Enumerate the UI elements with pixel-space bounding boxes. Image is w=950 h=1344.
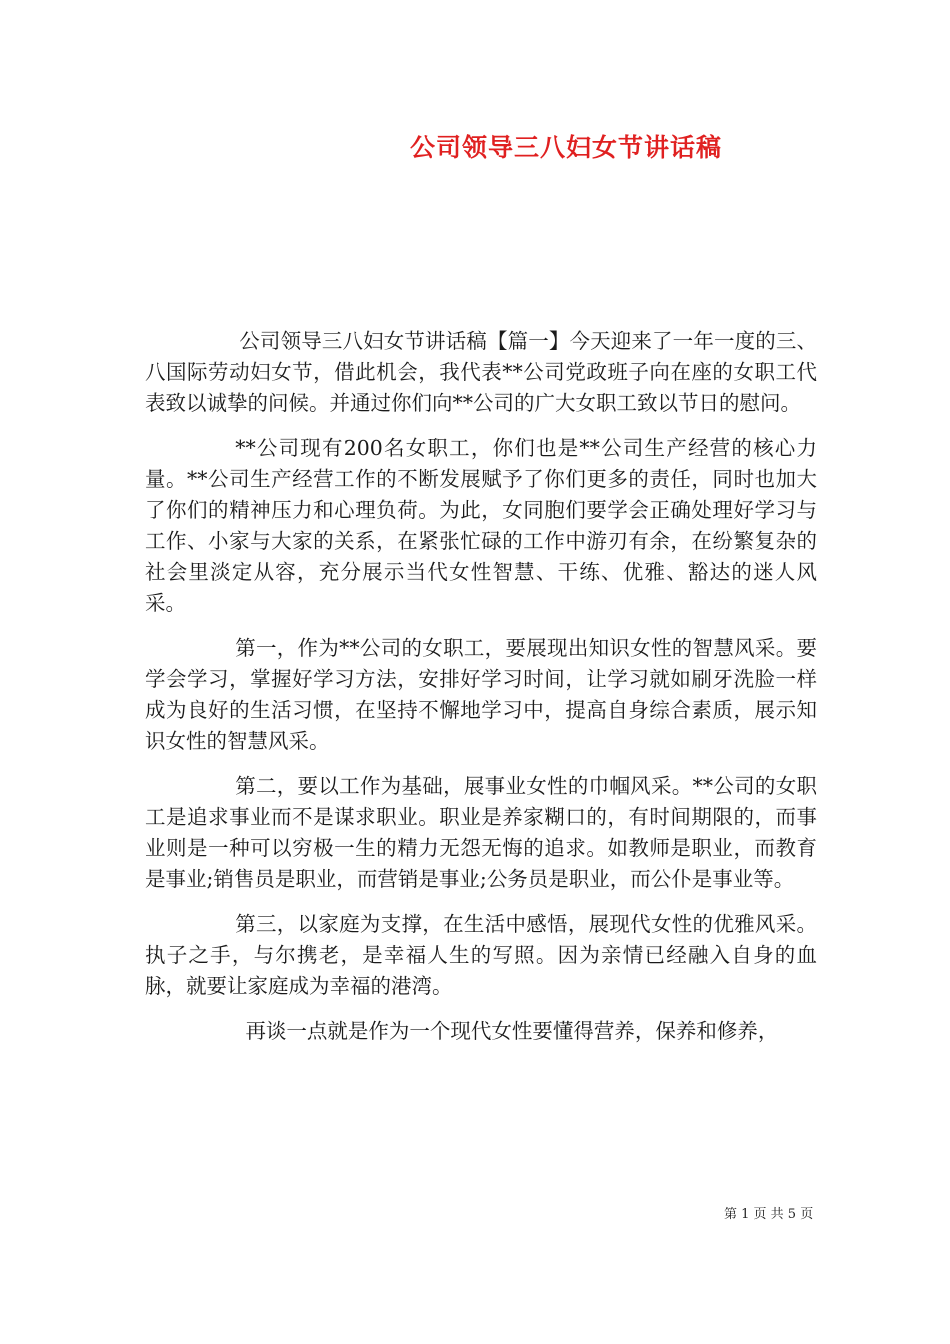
paragraph-6: 再谈一点就是作为一个现代女性要懂得营养，保养和修养， — [245, 1019, 779, 1043]
paragraph-4: 第二，要以工作为基础，展事业女性的巾帼风采。**公司的女职工是追求事业而不是谋求职业。职业是养家糊口的，有时间期限的，而事业则是一种可以穷极一生的精力无怨无悔的追求。如教师是职业，而教育是事业;销售员是职业，而营销是事业;公务员是职业，而公仆是事业等。 — [145, 774, 817, 891]
paragraph-2: **公司现有200名女职工，你们也是**公司生产经营的核心力量。**公司生产经营工作的不断发展赋予了你们更多的责任，同时也加大了你们的精神压力和心理负荷。为此，女同胞们要学会正确处理好学习与工作、小家与大家的关系，在紧张忙碌的工作中游刃有余，在纷繁复杂的社会里淡定从容，充分展示当代女性智慧、干练、优雅、豁达的迷人风采。 — [145, 436, 817, 615]
document-title: 公司领导三八妇女节讲话稿 — [410, 133, 723, 162]
paragraph-3: 第一，作为**公司的女职工，要展现出知识女性的智慧风采。要学会学习，掌握好学习方法，安排好学习时间，让学习就如刷牙洗脸一样成为良好的生活习惯，在坚持不懈地学习中，提高自身综合素质，展示知识女性的智慧风采。 — [145, 636, 817, 753]
page-number-footer: 第 1 页 共 5 页 — [724, 1207, 814, 1222]
document-body — [145, 326, 817, 1047]
paragraph-5: 第三，以家庭为支撑，在生活中感悟，展现代女性的优雅风采。执子之手，与尔携老，是幸福人生的写照。因为亲情已经融入自身的血脉，就要让家庭成为幸福的港湾。 — [145, 912, 817, 998]
paragraph-1: 公司领导三八妇女节讲话稿【篇一】今天迎来了一年一度的三、八国际劳动妇女节，借此机会，我代表**公司党政班子向在座的女职工代表致以诚挚的问候。并通过你们向**公司的广大女职工致以节日的慰问。 — [145, 329, 817, 415]
